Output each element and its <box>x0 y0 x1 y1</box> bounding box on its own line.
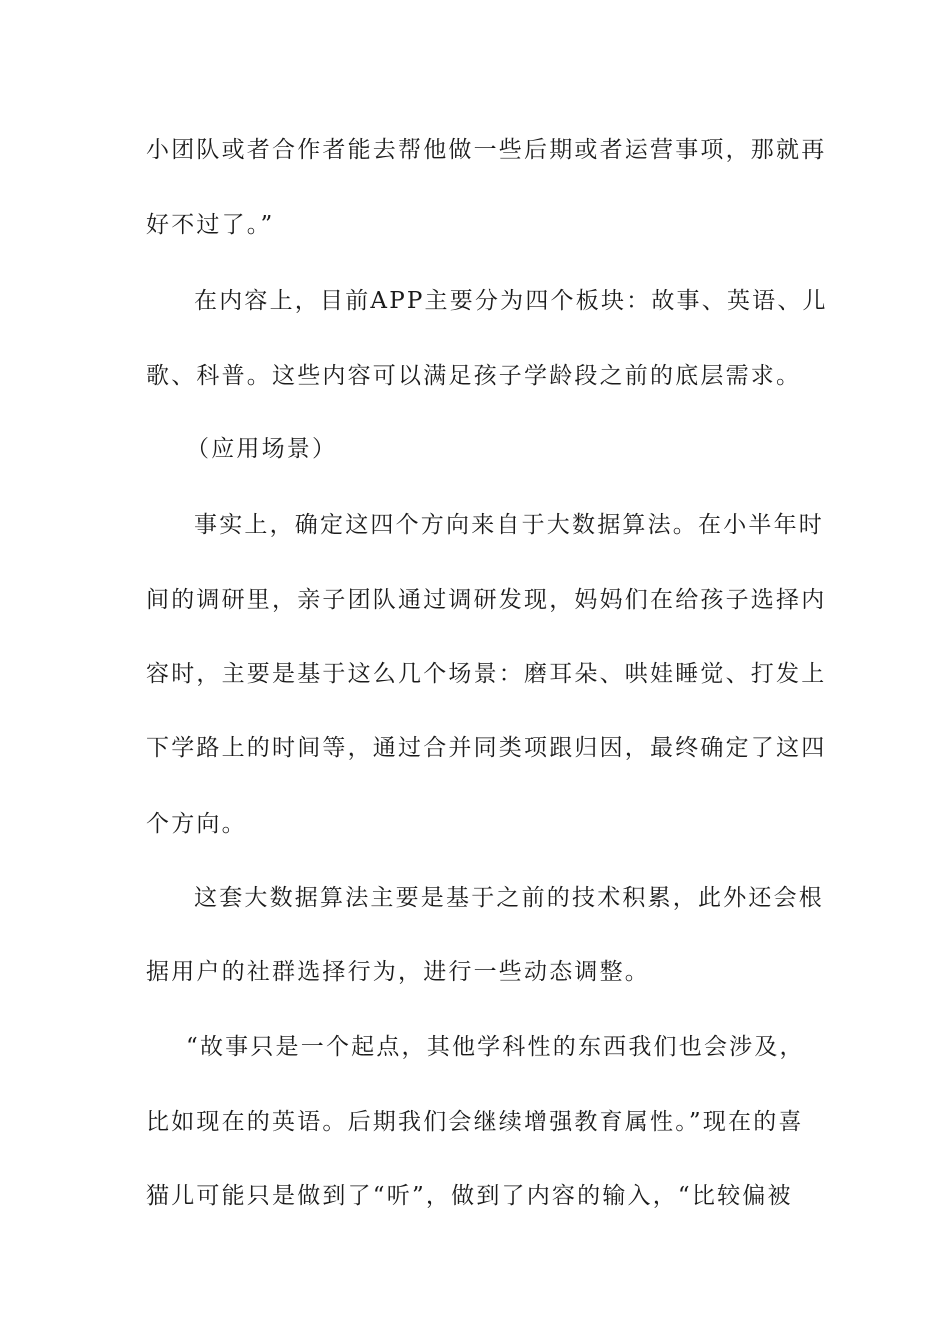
paragraph-line: 个方向。 <box>146 811 247 837</box>
paragraph-line: 歌、科普。这些内容可以满足孩子学龄段之前的底层需求。 <box>146 363 802 389</box>
paragraph-line: 据用户的社群选择行为，进行一些动态调整。 <box>146 959 650 985</box>
paragraph-line: 猫儿可能只是做到了“听”，做到了内容的输入，“比较偏被 <box>146 1183 793 1209</box>
paragraph-line: 容时，主要是基于这么几个场景：磨耳朵、哄娃睡觉、打发上 <box>146 661 827 687</box>
paragraph-line: 间的调研里，亲子团队通过调研发现，妈妈们在给孩子选择内 <box>146 587 827 613</box>
paragraph-line: 比如现在的英语。后期我们会继续增强教育属性。”现在的喜 <box>146 1109 804 1135</box>
paragraph-line: 这套大数据算法主要是基于之前的技术积累，此外还会根 <box>194 885 824 911</box>
paragraph-line: 在内容上，目前APP主要分为四个板块：故事、英语、儿 <box>194 288 828 314</box>
paragraph-line: “故事只是一个起点，其他学科性的东西我们也会涉及， <box>186 1034 805 1060</box>
paragraph-line: 好不过了。” <box>146 212 275 238</box>
paragraph-line: 下学路上的时间等，通过合并同类项跟归因，最终确定了这四 <box>146 735 827 761</box>
paragraph-line: 小团队或者合作者能去帮他做一些后期或者运营事项，那就再 <box>146 137 827 163</box>
section-heading: （应用场景） <box>186 436 338 462</box>
paragraph-line: 事实上，确定这四个方向来自于大数据算法。在小半年时 <box>194 512 824 538</box>
